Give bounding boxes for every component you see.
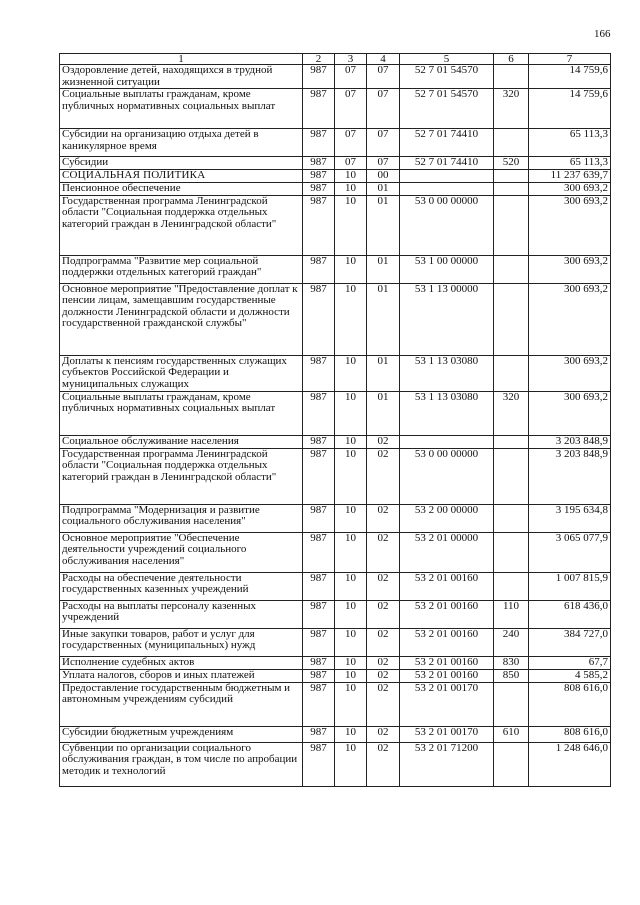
table-row (60, 572, 611, 600)
cell-name: Иные закупки товаров, работ и услуг для государственных (муниципальных) нужд (60, 628, 303, 656)
cell-c6: 320 (494, 89, 529, 129)
cell-c5: 53 2 00 00000 (400, 504, 494, 532)
cell-c6: 830 (494, 656, 529, 669)
cell-c6 (494, 169, 529, 182)
cell-c4: 02 (367, 448, 400, 504)
cell-c7: 300 693,2 (529, 355, 611, 391)
cell-c7: 65 113,3 (529, 157, 611, 170)
header-cell: 1 (60, 54, 303, 65)
cell-c7: 3 203 848,9 (529, 448, 611, 504)
table-row (60, 89, 611, 129)
cell-c2: 987 (303, 504, 335, 532)
cell-name: Социальные выплаты гражданам, кроме публичных нормативных социальных выплат (60, 89, 303, 129)
cell-c5: 52 7 01 74410 (400, 157, 494, 170)
cell-c7: 3 195 634,8 (529, 504, 611, 532)
cell-c2: 987 (303, 448, 335, 504)
cell-c4: 07 (367, 157, 400, 170)
cell-name: Уплата налогов, сборов и иных платежей (60, 669, 303, 682)
cell-c3: 07 (335, 65, 367, 89)
cell-c4: 02 (367, 656, 400, 669)
cell-c7: 300 693,2 (529, 391, 611, 435)
cell-c2: 987 (303, 283, 335, 355)
cell-c4: 02 (367, 742, 400, 786)
cell-c4: 01 (367, 182, 400, 195)
cell-c7: 300 693,2 (529, 182, 611, 195)
table-row (60, 669, 611, 682)
cell-c7: 3 065 077,9 (529, 532, 611, 572)
cell-c7: 808 616,0 (529, 682, 611, 726)
cell-c7: 808 616,0 (529, 726, 611, 742)
cell-name: Субвенции по организации социального обслуживания граждан, в том числе по апробации методик и технологий (60, 742, 303, 786)
cell-c6: 240 (494, 628, 529, 656)
cell-c4: 01 (367, 283, 400, 355)
cell-c6: 850 (494, 669, 529, 682)
cell-c4: 01 (367, 391, 400, 435)
table-row (60, 656, 611, 669)
cell-name: Основное мероприятие "Обеспечение деятельности учреждений социального обслуживания населения" (60, 532, 303, 572)
table-row (60, 435, 611, 448)
table-row (60, 129, 611, 157)
cell-c2: 987 (303, 726, 335, 742)
cell-c2: 987 (303, 195, 335, 255)
cell-c2: 987 (303, 532, 335, 572)
table-row (60, 255, 611, 283)
cell-name: Доплаты к пенсиям государственных служащих субъектов Российской Федерации и муниципальных служащих (60, 355, 303, 391)
cell-c3: 10 (335, 682, 367, 726)
cell-c4: 01 (367, 195, 400, 255)
cell-name: СОЦИАЛЬНАЯ ПОЛИТИКА (60, 169, 303, 182)
cell-c4: 07 (367, 89, 400, 129)
cell-c6 (494, 355, 529, 391)
cell-c4: 07 (367, 65, 400, 89)
cell-c4: 02 (367, 572, 400, 600)
cell-c6: 320 (494, 391, 529, 435)
cell-c5: 53 2 01 00160 (400, 600, 494, 628)
cell-c2: 987 (303, 742, 335, 786)
cell-c4: 02 (367, 628, 400, 656)
table-row (60, 355, 611, 391)
table-row (60, 448, 611, 504)
table-row (60, 157, 611, 170)
cell-c3: 07 (335, 89, 367, 129)
cell-c2: 987 (303, 169, 335, 182)
header-cell: 3 (335, 54, 367, 65)
cell-name: Подпрограмма "Модернизация и развитие социального обслуживания населения" (60, 504, 303, 532)
cell-c7: 618 436,0 (529, 600, 611, 628)
cell-c3: 10 (335, 628, 367, 656)
cell-c3: 10 (335, 669, 367, 682)
cell-c5: 52 7 01 54570 (400, 89, 494, 129)
cell-c6 (494, 682, 529, 726)
cell-c2: 987 (303, 157, 335, 170)
cell-c3: 10 (335, 195, 367, 255)
table-row (60, 726, 611, 742)
cell-c4: 02 (367, 726, 400, 742)
table-row (60, 742, 611, 786)
cell-c3: 07 (335, 129, 367, 157)
cell-name: Социальные выплаты гражданам, кроме публичных нормативных социальных выплат (60, 391, 303, 435)
cell-c3: 10 (335, 600, 367, 628)
cell-c6 (494, 195, 529, 255)
cell-c3: 10 (335, 742, 367, 786)
cell-c4: 02 (367, 600, 400, 628)
cell-c6: 520 (494, 157, 529, 170)
cell-c4: 01 (367, 355, 400, 391)
cell-c2: 987 (303, 89, 335, 129)
cell-c4: 00 (367, 169, 400, 182)
cell-name: Подпрограмма "Развитие мер социальной поддержки отдельных категорий граждан" (60, 255, 303, 283)
cell-c7: 67,7 (529, 656, 611, 669)
cell-c4: 02 (367, 504, 400, 532)
cell-c3: 10 (335, 572, 367, 600)
cell-c7: 300 693,2 (529, 195, 611, 255)
cell-name: Государственная программа Ленинградской области "Социальная поддержка отдельных категорий граждан в Ленинградской области" (60, 448, 303, 504)
header-cell: 6 (494, 54, 529, 65)
cell-c6 (494, 572, 529, 600)
cell-c2: 987 (303, 600, 335, 628)
cell-c3: 10 (335, 448, 367, 504)
cell-c7: 300 693,2 (529, 255, 611, 283)
cell-c2: 987 (303, 572, 335, 600)
cell-c2: 987 (303, 65, 335, 89)
cell-c2: 987 (303, 182, 335, 195)
cell-name: Предоставление государственным бюджетным и автономным учреждениям субсидий (60, 682, 303, 726)
cell-c5: 52 7 01 54570 (400, 65, 494, 89)
cell-c5: 53 2 01 00160 (400, 628, 494, 656)
cell-c3: 07 (335, 157, 367, 170)
cell-c5: 53 1 13 03080 (400, 391, 494, 435)
cell-c7: 1 248 646,0 (529, 742, 611, 786)
cell-c5: 53 1 00 00000 (400, 255, 494, 283)
cell-c3: 10 (335, 532, 367, 572)
cell-c3: 10 (335, 169, 367, 182)
header-cell: 2 (303, 54, 335, 65)
table-row (60, 532, 611, 572)
table-body (60, 65, 611, 787)
table-row (60, 504, 611, 532)
cell-c2: 987 (303, 435, 335, 448)
cell-c6 (494, 129, 529, 157)
cell-c6 (494, 255, 529, 283)
cell-c4: 01 (367, 255, 400, 283)
cell-c3: 10 (335, 504, 367, 532)
cell-c7: 11 237 639,7 (529, 169, 611, 182)
cell-c6 (494, 532, 529, 572)
table-row (60, 182, 611, 195)
table-row (60, 682, 611, 726)
cell-c5: 53 0 00 00000 (400, 195, 494, 255)
cell-c2: 987 (303, 255, 335, 283)
cell-c7: 3 203 848,9 (529, 435, 611, 448)
cell-name: Пенсионное обеспечение (60, 182, 303, 195)
cell-c3: 10 (335, 182, 367, 195)
cell-c2: 987 (303, 669, 335, 682)
table-row (60, 283, 611, 355)
cell-c5 (400, 435, 494, 448)
cell-c7: 384 727,0 (529, 628, 611, 656)
cell-c6 (494, 65, 529, 89)
cell-c4: 02 (367, 435, 400, 448)
table-row (60, 169, 611, 182)
cell-name: Расходы на обеспечение деятельности государственных казенных учреждений (60, 572, 303, 600)
cell-c5: 53 2 01 00170 (400, 726, 494, 742)
cell-c4: 02 (367, 669, 400, 682)
cell-c4: 02 (367, 682, 400, 726)
cell-name: Исполнение судебных актов (60, 656, 303, 669)
cell-c6 (494, 283, 529, 355)
cell-c7: 1 007 815,9 (529, 572, 611, 600)
cell-c5: 53 2 01 71200 (400, 742, 494, 786)
cell-c4: 07 (367, 129, 400, 157)
cell-name: Субсидии (60, 157, 303, 170)
cell-c6: 110 (494, 600, 529, 628)
table-row (60, 195, 611, 255)
cell-c5: 53 1 13 03080 (400, 355, 494, 391)
cell-c7: 14 759,6 (529, 89, 611, 129)
cell-name: Субсидии бюджетным учреждениям (60, 726, 303, 742)
cell-name: Государственная программа Ленинградской области "Социальная поддержка отдельных категорий граждан в Ленинградской области" (60, 195, 303, 255)
cell-c2: 987 (303, 628, 335, 656)
page-number: 166 (594, 28, 611, 40)
cell-c3: 10 (335, 435, 367, 448)
cell-c6 (494, 742, 529, 786)
cell-name: Оздоровление детей, находящихся в трудной жизненной ситуации (60, 65, 303, 89)
cell-c2: 987 (303, 129, 335, 157)
cell-c5: 53 2 01 00160 (400, 656, 494, 669)
table-row (60, 391, 611, 435)
cell-c7: 300 693,2 (529, 283, 611, 355)
cell-c6 (494, 448, 529, 504)
cell-c3: 10 (335, 726, 367, 742)
cell-c2: 987 (303, 391, 335, 435)
cell-c2: 987 (303, 355, 335, 391)
cell-name: Субсидии на организацию отдыха детей в каникулярное время (60, 129, 303, 157)
cell-c5 (400, 182, 494, 195)
cell-c5: 53 1 13 00000 (400, 283, 494, 355)
cell-c3: 10 (335, 391, 367, 435)
cell-c5: 53 2 01 00160 (400, 572, 494, 600)
table-row (60, 65, 611, 89)
cell-c3: 10 (335, 283, 367, 355)
header-cell: 5 (400, 54, 494, 65)
cell-c7: 65 113,3 (529, 129, 611, 157)
cell-c6: 610 (494, 726, 529, 742)
cell-name: Основное мероприятие "Предоставление доплат к пенсии лицам, замещавшим государственные должности Ленинградской области и должности государственной гражданской службы" (60, 283, 303, 355)
cell-c5 (400, 169, 494, 182)
header-cell: 7 (529, 54, 611, 65)
table-row (60, 600, 611, 628)
cell-c7: 14 759,6 (529, 65, 611, 89)
cell-c5: 52 7 01 74410 (400, 129, 494, 157)
cell-c4: 02 (367, 532, 400, 572)
cell-c5: 53 2 01 00160 (400, 669, 494, 682)
cell-c5: 53 2 01 00170 (400, 682, 494, 726)
budget-table (59, 53, 611, 787)
cell-c6 (494, 435, 529, 448)
cell-c6 (494, 182, 529, 195)
table-row (60, 628, 611, 656)
cell-name: Социальное обслуживание населения (60, 435, 303, 448)
cell-c2: 987 (303, 682, 335, 726)
cell-c3: 10 (335, 255, 367, 283)
cell-c3: 10 (335, 656, 367, 669)
cell-name: Расходы на выплаты персоналу казенных учреждений (60, 600, 303, 628)
cell-c6 (494, 504, 529, 532)
cell-c5: 53 0 00 00000 (400, 448, 494, 504)
cell-c7: 4 585,2 (529, 669, 611, 682)
cell-c5: 53 2 01 00000 (400, 532, 494, 572)
header-cell: 4 (367, 54, 400, 65)
cell-c2: 987 (303, 656, 335, 669)
table-header-row (60, 54, 611, 65)
cell-c3: 10 (335, 355, 367, 391)
